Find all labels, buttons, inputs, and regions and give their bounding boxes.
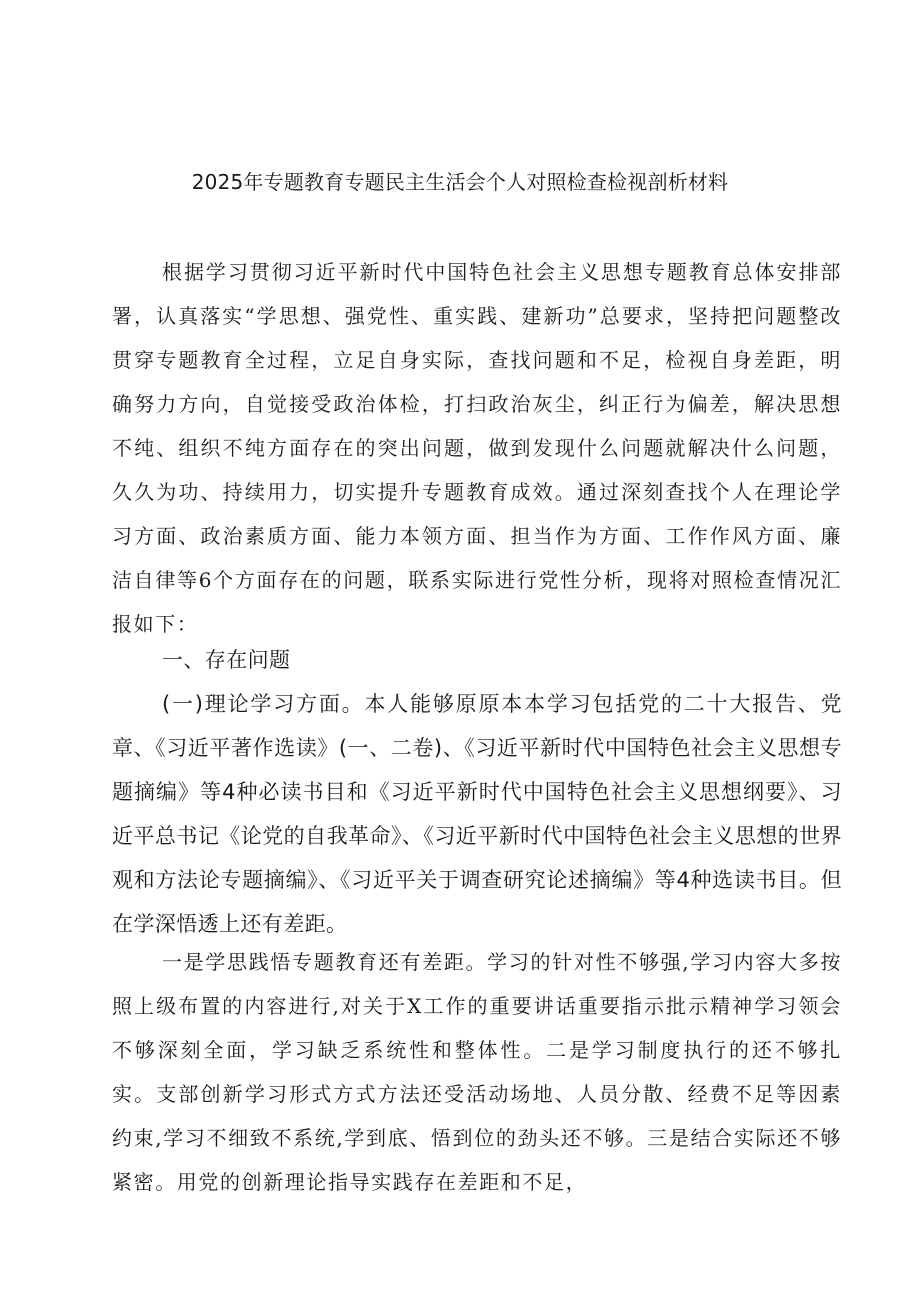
theory-study-paragraph: (一)理论学习方面。本人能够原原本本学习包括党的二十大报告、党章、《习近平著作选读》(一、二卷)、《习近平新时代中国特色社会主义思想专题摘编》等4种必读书目和《习近平新时代中国特色社会主义思想纲要》、习近平总书记《论党的自我革命》、《习近平新时代中国特色社会主义思想的世界观和方法论专题摘编》、《习近平关于调查研究论述摘编》等4种选读书目。但在学深悟透上还有差距。 [112, 692, 842, 936]
intro-paragraph: 根据学习贯彻习近平新时代中国特色社会主义思想专题教育总体安排部署，认真落实“学思想、强党性、重实践、建新功”总要求，坚持把问题整改贯穿专题教育全过程，立足自身实际，查找问题和不足，检视自身差距，明确努力方向，自觉接受政治体检，打扫政治灰尘，纠正行为偏差，解决思想不纯、组织不纯方面存在的突出问题，做到发现什么问题就解决什么问题，久久为功、持续用力，切实提升专题教育成效。通过深刻查找个人在理论学习方面、政治素质方面、能力本领方面、担当作为方面、工作作风方面、廉洁自律等6个方面存在的问题，联系实际进行党性分析，现将对照检查情况汇报如下： [112, 260, 842, 636]
section-heading-existing-problems: 一、存在问题 [162, 648, 291, 672]
issues-paragraph: 一是学思践悟专题教育还有差距。学习的针对性不够强,学习内容大多按照上级布置的内容进行,对关于X工作的重要讲话重要指示批示精神学习领会不够深刻全面，学习缺乏系统性和整体性。二是学习制度执行的还不够扎实。支部创新学习形式方式方法还受活动场地、人员分散、经费不足等因素约束,学习不细致不系统,学到底、悟到位的劲头还不够。三是结合实际还不够紧密。用党的创新理论指导实践存在差距和不足， [112, 950, 842, 1194]
document-title: 2025年专题教育专题民主生活会个人对照检查检视剖析材料 [191, 170, 729, 194]
